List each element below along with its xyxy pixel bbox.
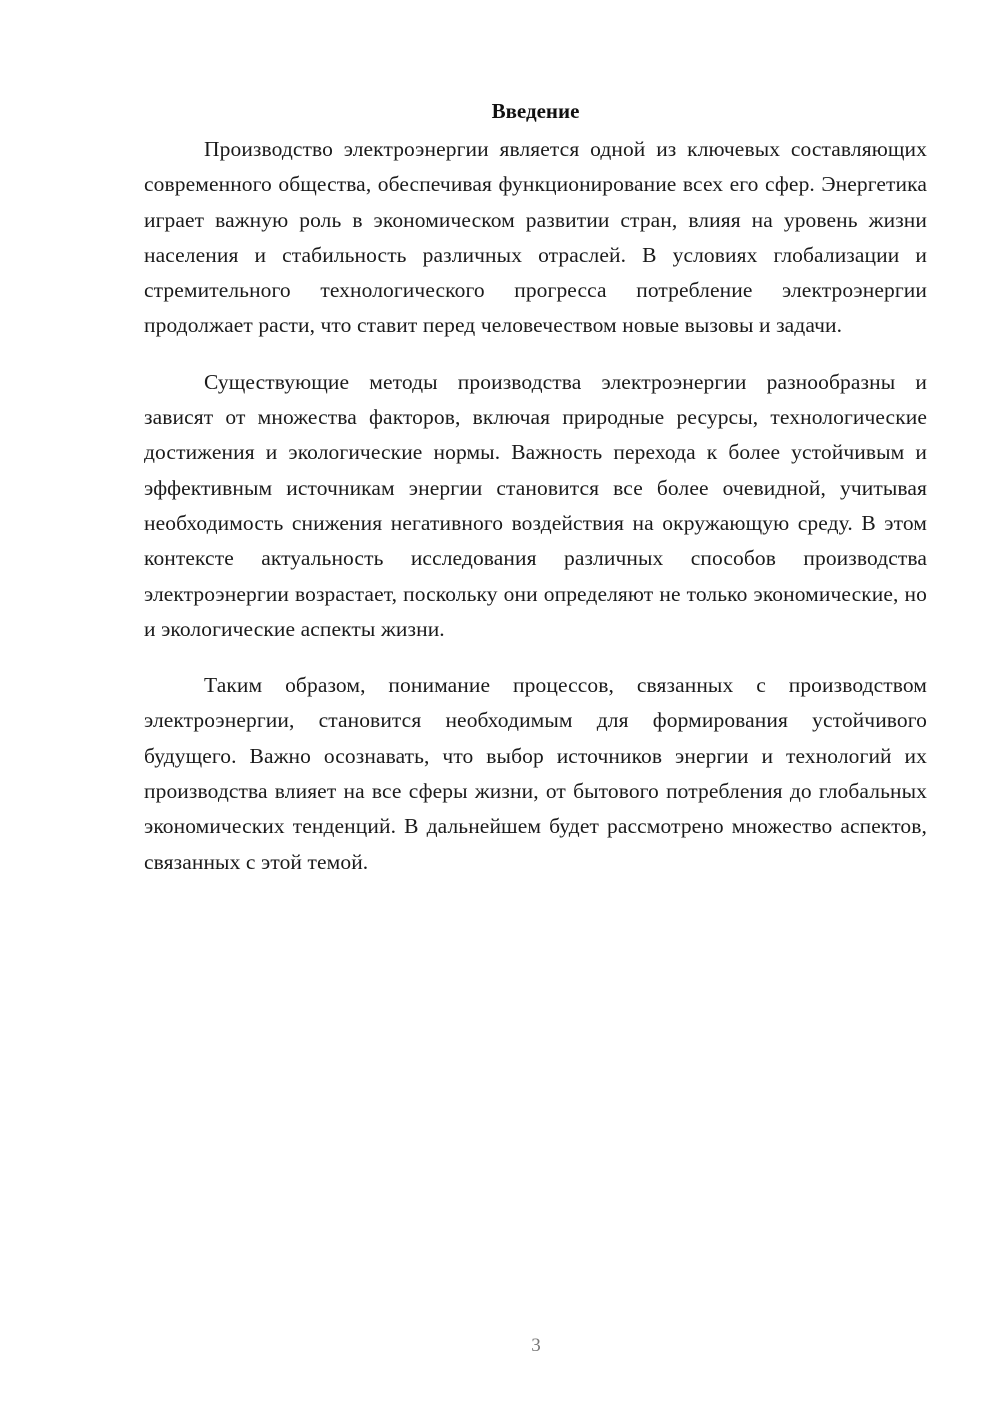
page-number: 3 [531,1335,541,1356]
paragraph-3: Таким образом, понимание процессов, связанных с производством электроэнергии, становится необходимым для формирования устойчивого будущего. Важно осознавать, что выбор источников энергии и технологий их производства влияет на все сферы жизни, от бытового потребления до глобальных экономических тенденций. В дальнейшем будет рассмотрено множество аспектов, связанных с этой темой. [144,673,927,874]
paragraph-1: Производство электроэнергии является одной из ключевых составляющих современного общества, обеспечивая функционирование всех его сфер. Энергетика играет важную роль в экономическом развитии стран, влияя на уровень жизни населения и стабильность различных отраслей. В условиях глобализации и стремительного технологического прогресса потребление электроэнергии продолжает расти, что ставит перед человечеством новые вызовы и задачи. [144,137,927,338]
paragraph-2: Существующие методы производства электроэнергии разнообразны и зависят от множества факторов, включая природные ресурсы, технологические достижения и экологические нормы. Важность перехода к более устойчивым и эффективным источникам энергии становится все более очевидной, учитывая необходимость снижения негативного воздействия на окружающую среду. В этом контексте актуальность исследования различных способов производства электроэнергии возрастает, поскольку они определяют не только экономические, но и экологические аспекты жизни. [144,369,927,641]
section-heading: Введение [491,99,580,123]
page-content [144,96,927,880]
